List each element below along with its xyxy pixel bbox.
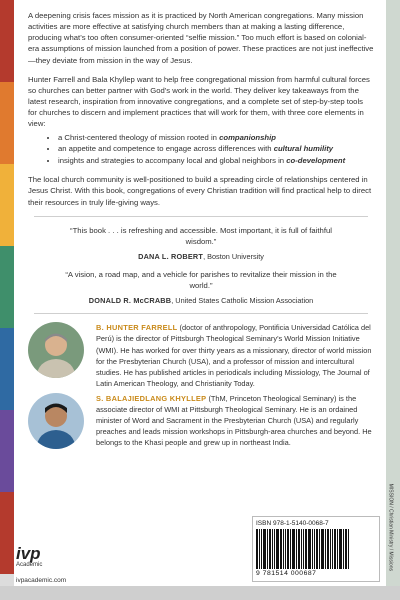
endorsement-quote: “This book . . . is refreshing and accessible. Most important, it is full of faithful wisdom.” <box>70 225 332 246</box>
author-bio <box>28 393 374 449</box>
barcode-number: 9 781514 000687 <box>256 570 317 577</box>
bio-text: B. HUNTER FARRELL (doctor of anthropology, Pontificia Universidad Católica del Perú) is the director of Pittsburgh Theological Seminary’s World Mission Initiative (WMI). He has worked for over thirty years as a missionary, director of world mission for the Presbyterian Church (USA), and a professor of mission and intercultural studies. He has published articles in periodicals including Missiology, The Journal of Latin American Theology, and Christianity Today. <box>96 323 372 388</box>
color-strip <box>0 492 14 574</box>
intro-paragraph-2: Hunter Farrell and Bala Khyllep want to help free congregational mission from harmful cultural forces so churches can better partner with God’s work in the world. They deliver key takeaways from the latest research, inspiration from innovative congregations, and a complete set of step-by-step tools for churches to discern and implement practices that will work for them, with three core elements in view: <box>28 74 370 129</box>
list-item: • insights and strategies to accompany local and global neighbors in co-development <box>58 155 374 167</box>
color-strip <box>0 246 14 328</box>
author-photo <box>28 393 84 449</box>
intro-paragraph-3: The local church community is well-positioned to build a spreading circle of relationships centered in Jesus Christ. With this book, congregations of every Christian tradition will find practical help to direct their resources in truly life-giving ways. <box>28 175 372 207</box>
color-strip <box>0 0 14 82</box>
endorsement-quote: “A vision, a road map, and a vehicle for parishes to revitalize their mission in the world.” <box>65 269 337 291</box>
publisher-logo: ivp Academic <box>16 544 43 568</box>
list-item: • an appetite and competence to engage across differences with cultural humility <box>58 143 374 155</box>
subject-category: MISSION / Christian Ministry / Missions <box>387 483 393 571</box>
author-bio <box>28 322 374 389</box>
divider <box>34 313 368 314</box>
color-strip <box>0 410 14 492</box>
isbn-text: ISBN 978-1-5140-0068-7 <box>256 520 329 527</box>
core-elements-list <box>28 132 374 167</box>
color-strip <box>0 82 14 164</box>
text-panel <box>14 0 393 586</box>
intro-paragraph-1: A deepening crisis faces mission as it is practiced by North American congregations. Many mission activities are more effective at satisfying church members than at making a lasting difference, producing what’s too often consumer-oriented “selfie mission.” Too much effort is based on colonial-era assumptions of mission launched from a position of power. These practices are not just ineffective—they deviate from mission in the way of Jesus. <box>28 11 374 65</box>
barcode-bars <box>256 529 376 569</box>
color-strip <box>0 164 14 246</box>
isbn-barcode <box>252 483 393 582</box>
author-photo <box>28 322 84 378</box>
divider <box>34 216 368 217</box>
endorsement-attribution: DANA L. ROBERT, Boston University <box>138 251 264 261</box>
list-item: • a Christ-centered theology of mission rooted in companionship <box>58 132 374 144</box>
bio-text: S. BALAJIEDLANG KHYLLEP (ThM, Princeton Theological Seminary) is the associate director of WMI at Pittsburgh Theological Seminary. He is an ordained minister of Word and Sacrament in the Presbyterian Church (USA) and regularly preaches and leads mission workshops in Pittsburgh-area churches and beyond. He belongs to the Khasi people and grew up in northeast India. <box>96 393 372 448</box>
publisher-website: ivpacademic.com <box>16 577 67 584</box>
color-strip <box>0 328 14 410</box>
bottom-border <box>0 586 400 600</box>
endorsement-attribution: DONALD R. McCRABB, United States Catholic Mission Association <box>88 296 314 306</box>
cover-footer <box>14 483 393 586</box>
